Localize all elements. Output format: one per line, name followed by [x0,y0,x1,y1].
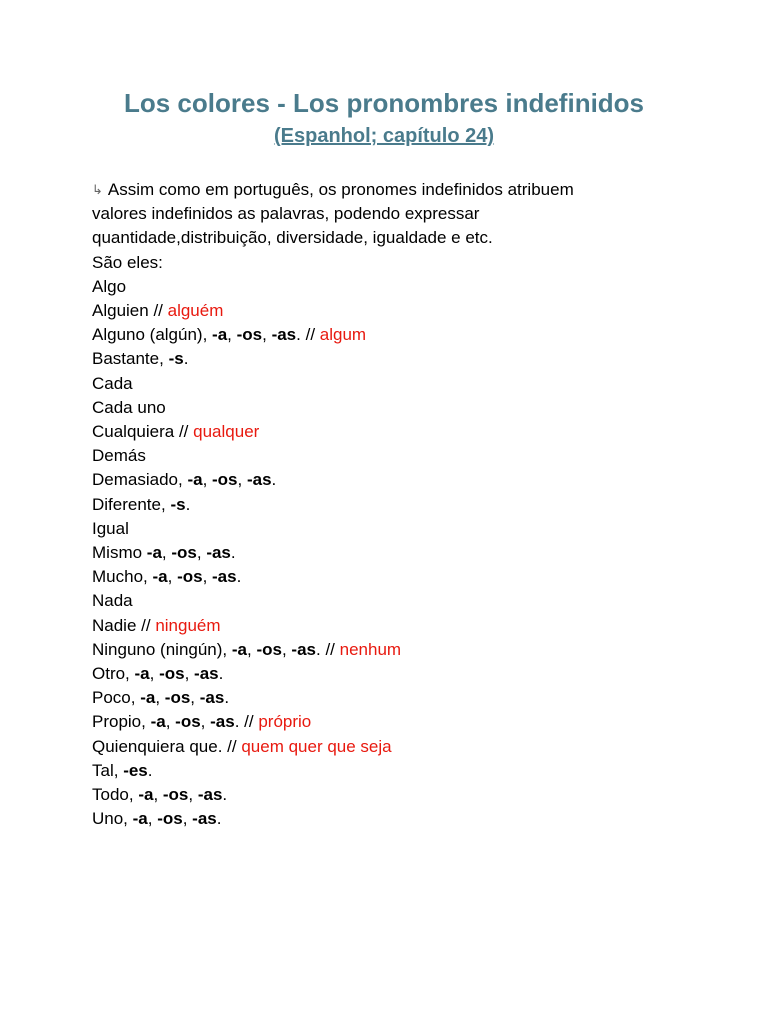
pronoun-item: Alguno (algún), -a, -os, -as. // algum [92,325,367,345]
pronoun-form: -as [291,639,316,659]
pronoun-base: Todo, [92,785,139,805]
intro-paragraph [92,178,682,275]
pronoun-form: -os [177,567,203,587]
pronoun-item: Quienquiera que. // quem quer que seja [92,736,392,756]
pronoun-base: Ninguno (ningún), [92,639,232,659]
pronoun-item [92,396,682,420]
document-body [92,178,682,831]
pronoun-base: Otro, [92,664,135,684]
page-title: Los colores - Los pronombres indefinidos [123,88,645,118]
pronoun-form: -as [212,567,237,587]
intro-line [92,178,682,202]
pronoun-base: Alguien [92,301,149,321]
pronoun-base: Poco, [92,688,141,708]
pronoun-base: Uno, [92,809,133,829]
pronoun-item [92,517,682,541]
pronoun-base: Alguno (algún), [92,325,213,345]
pronoun-item: Ninguno (ningún), -a, -os, -as. // nenhum [92,639,402,659]
pronoun-form: -s [170,494,186,514]
pronoun-item: Alguien // alguém [92,301,224,321]
return-arrow-icon: ↳ [92,182,103,197]
pronoun-item: Diferente, -s. [92,494,191,514]
pronoun-base: Cada uno [92,397,166,417]
pronoun-form: -as [194,664,219,684]
pronoun-list [92,275,682,832]
intro-text: Assim como em português, os pronomes indefinidos atribuem [107,180,574,199]
pronoun-item: Tal, -es. [92,760,153,780]
pronoun-base: Demasiado, [92,470,188,490]
pronoun-base: Demás [92,446,146,466]
pronoun-base: Tal, [92,760,124,780]
pronoun-form: -as [246,470,272,490]
pronoun-translation: próprio [258,712,312,732]
pronoun-form: -a [140,688,156,708]
pronoun-translation: nenhum [339,639,402,659]
pronoun-form: -os [164,688,191,708]
pronoun-item: Demasiado, -a, -os, -as. [92,470,277,490]
pronoun-base: Quienquiera que. [92,736,223,756]
pronoun-base: Diferente, [92,494,171,514]
pronoun-base: Bastante, [92,349,169,369]
pronoun-form: -a [138,785,154,805]
intro-line: quantidade,distribuição, diversidade, igualdade e etc. [92,228,493,248]
pronoun-form: -os [256,639,282,659]
pronoun-item [92,372,682,396]
pronoun-form: -es [123,760,148,780]
pronoun-form: -a [231,639,247,659]
pronoun-form: -as [206,543,231,563]
pronoun-form: -a [134,664,150,684]
pronoun-base: Cada [92,373,133,393]
pronoun-base: Mismo [92,543,147,563]
pronoun-form: -as [199,688,225,708]
pronoun-base: Cualquiera [92,422,175,442]
pronoun-translation: algum [319,325,367,345]
pronoun-item: Cualquiera // qualquer [92,422,260,442]
pronoun-form: -a [150,712,166,732]
pronoun-base: Igual [92,518,129,538]
pronoun-item: Otro, -a, -os, -as. [92,664,224,684]
pronoun-base: Mucho, [92,567,153,587]
pronoun-form: -os [171,543,197,563]
pronoun-item: Mismo -a, -os, -as. [92,543,236,563]
pronoun-item [92,444,682,468]
pronoun-form: -os [157,809,183,829]
pronoun-form: -as [192,809,217,829]
pronoun-translation: alguém [167,301,224,321]
pronoun-form: -as [210,712,235,732]
pronoun-form: -a [132,809,148,829]
pronoun-item: Bastante, -s. [92,349,189,369]
pronoun-form: -as [197,785,223,805]
pronoun-item: Uno, -a, -os, -as. [92,809,222,829]
pronoun-form: -os [162,785,189,805]
pronoun-form: -a [146,543,162,563]
pronoun-base: Nada [92,591,133,611]
pronoun-form: -a [152,567,168,587]
pronoun-item: Mucho, -a, -os, -as. [92,567,242,587]
pronoun-form: -as [271,325,297,345]
intro-line: valores indefinidos as palavras, podendo expressar [92,204,480,224]
pronoun-form: -os [236,325,263,345]
pronoun-item: Propio, -a, -os, -as. // próprio [92,712,312,732]
pronoun-translation: ninguém [155,615,221,635]
pronoun-base: Propio, [92,712,151,732]
pronoun-form: -os [212,470,238,490]
page-subtitle-link[interactable]: (Espanhol; capítulo 24) [273,125,495,147]
pronoun-item [92,275,682,299]
pronoun-base: Algo [92,276,127,296]
pronoun-item [92,589,682,613]
pronoun-item: Todo, -a, -os, -as. [92,785,228,805]
pronoun-form: -a [212,325,228,345]
pronoun-base: Nadie [92,615,137,635]
intro-line: São eles: [92,252,163,272]
pronoun-item: Nadie // ninguém [92,615,221,635]
pronoun-form: -os [175,712,201,732]
pronoun-form: -s [168,349,184,369]
pronoun-form: -os [159,664,185,684]
pronoun-form: -a [187,470,203,490]
pronoun-translation: quem quer que seja [241,736,392,756]
pronoun-item: Poco, -a, -os, -as. [92,688,230,708]
pronoun-translation: qualquer [193,422,260,442]
